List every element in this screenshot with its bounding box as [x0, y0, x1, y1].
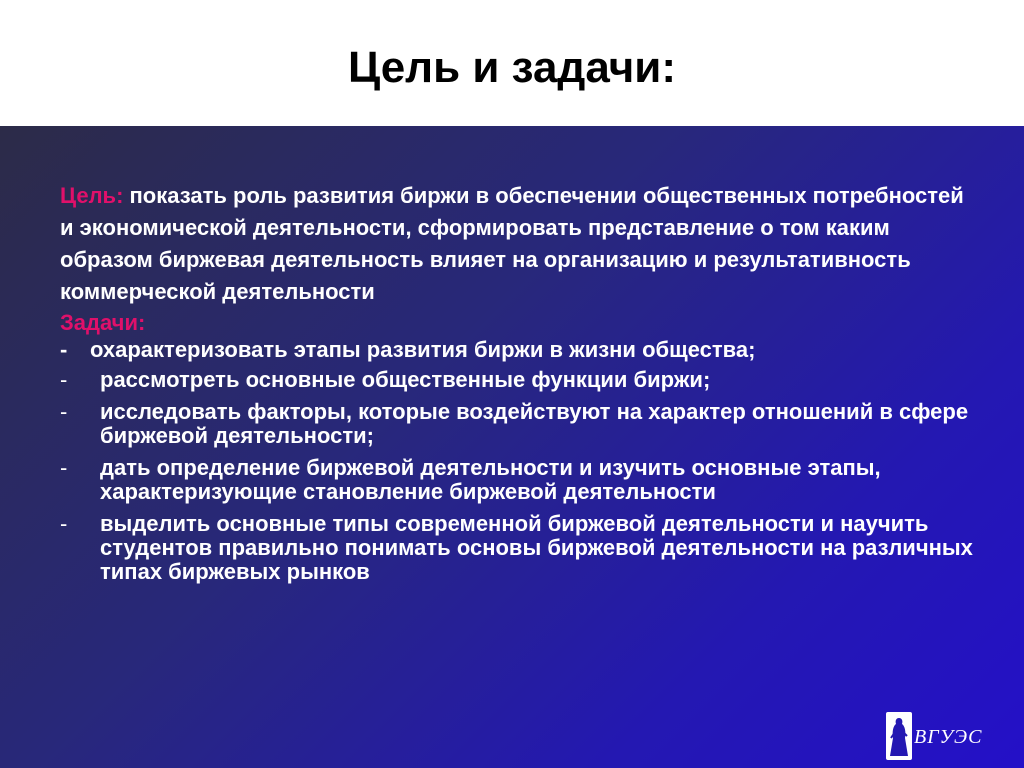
task-text: выделить основные типы современной биржевой деятельности и научить студентов правильно понимать основы биржевой деятельности на различных типах биржевых рынков: [100, 511, 973, 584]
task-item: [60, 512, 980, 584]
goal-paragraph: [60, 180, 980, 308]
task-list: [60, 338, 980, 584]
task-text: охарактеризовать этапы развития биржи в жизни общества;: [90, 337, 756, 362]
task-item: [60, 400, 980, 448]
task-bullet: -: [60, 367, 68, 392]
task-item: [60, 368, 980, 392]
university-logo: [886, 712, 996, 760]
goal-label: Цель:: [60, 183, 124, 208]
task-bullet: -: [60, 399, 68, 424]
logo-text: ВГУЭС: [914, 726, 983, 748]
monument-figure-icon: [886, 712, 912, 760]
slide-title: Цель и задачи:: [348, 43, 676, 92]
task-bullet: -: [60, 511, 68, 536]
task-text: дать определение биржевой деятельности и изучить основные этапы, характеризующие становление биржевой деятельности: [100, 455, 881, 504]
task-bullet: -: [60, 337, 68, 362]
goal-text: показать роль развития биржи в обеспечении общественных потребностей и экономической деятельности, сформировать представление о том каким образом биржевая деятельность влияет на организацию и результативность коммерческой деятельности: [60, 183, 964, 304]
slide-content: [60, 180, 980, 592]
title-bar: [0, 0, 1024, 126]
task-bullet: -: [60, 455, 68, 480]
task-item: [60, 338, 980, 362]
task-text: рассмотреть основные общественные функции биржи;: [100, 367, 711, 392]
task-text: исследовать факторы, которые воздействуют на характер отношений в сфере биржевой деятельности;: [100, 399, 969, 448]
task-item: [60, 456, 980, 504]
tasks-label: Задачи:: [60, 310, 146, 335]
